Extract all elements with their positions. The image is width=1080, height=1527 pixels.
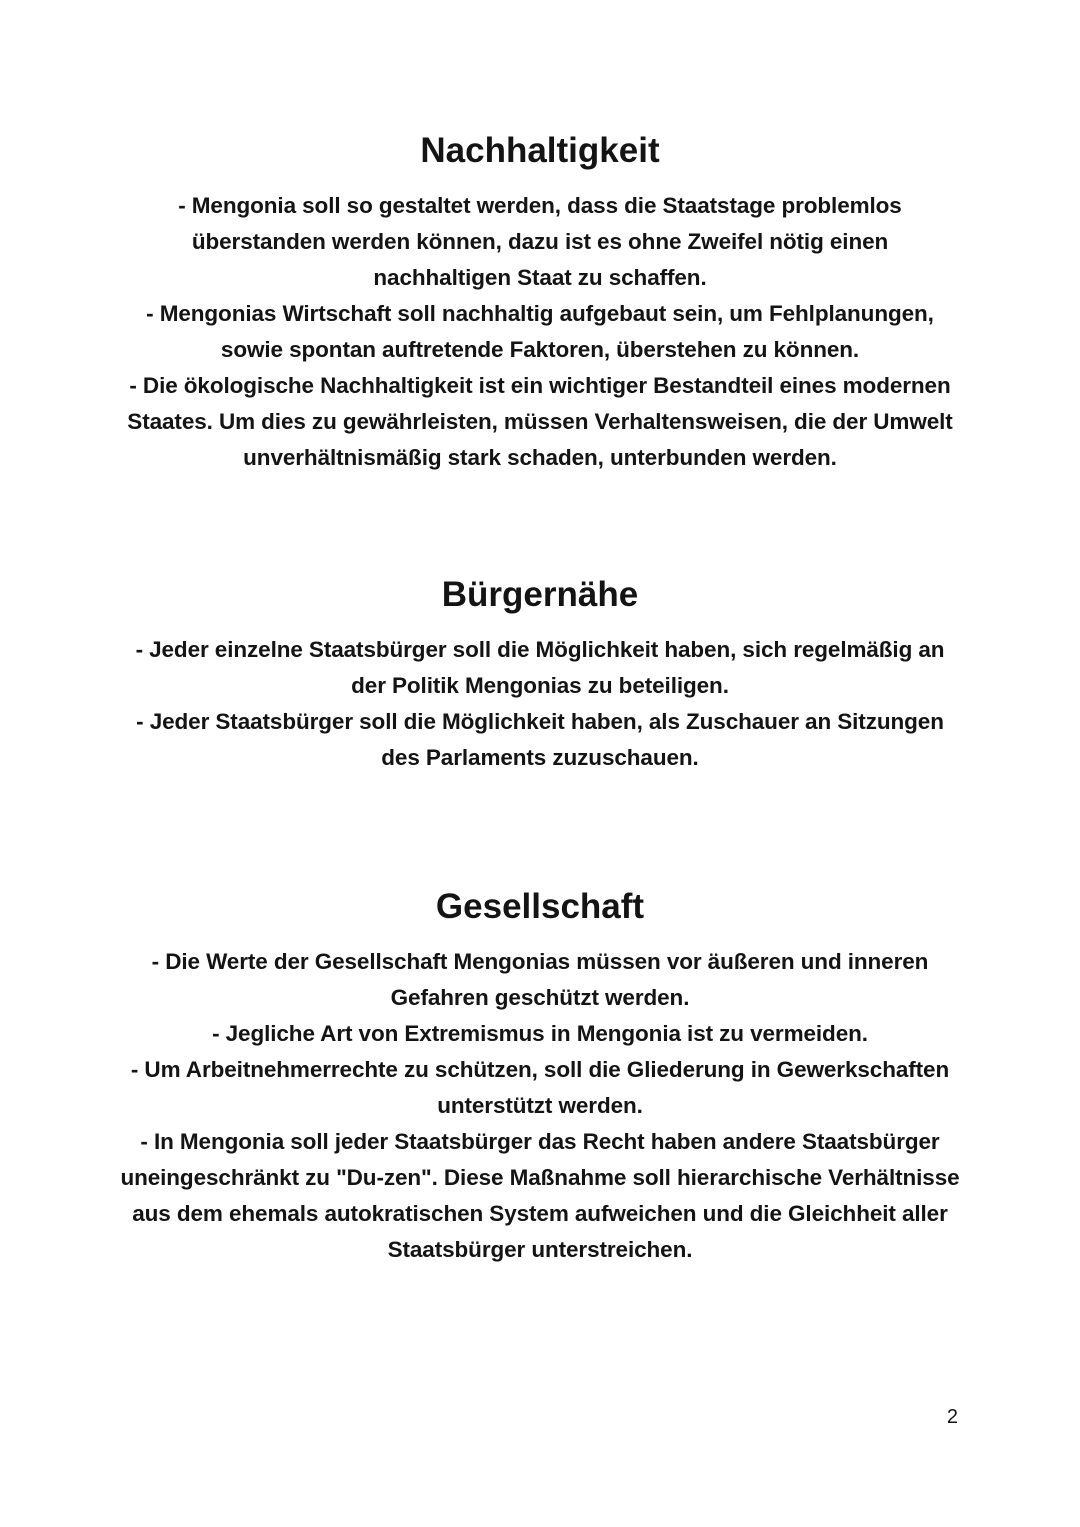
section-title: Nachhaltigkeit xyxy=(420,131,660,170)
paragraph: - Mengonias Wirtschaft soll nachhaltig aufgebaut sein, um Fehlplanungen, sowie spontan auftretende Faktoren, überstehen zu können. xyxy=(146,301,934,362)
section xyxy=(120,886,960,1268)
paragraph: - Mengonia soll so gestaltet werden, dass die Staatstage problemlos überstanden werden können, dazu ist es ohne Zweifel nötig einen nachhaltigen Staat zu schaffen. xyxy=(178,193,902,290)
section xyxy=(120,130,960,476)
paragraph: - Die Werte der Gesellschaft Mengonias müssen vor äußeren und inneren Gefahren geschützt werden. xyxy=(151,949,929,1010)
paragraph: - Um Arbeitnehmerrechte zu schützen, soll die Gliederung in Gewerkschaften unterstützt werden. xyxy=(130,1057,950,1118)
paragraph: - Jegliche Art von Extremismus in Mengonia ist zu vermeiden. xyxy=(212,1021,868,1046)
document-sections xyxy=(120,0,960,1268)
page-number: 2 xyxy=(946,1406,958,1428)
section-paragraphs xyxy=(120,632,960,776)
section xyxy=(120,574,960,776)
paragraph: - Die ökologische Nachhaltigkeit ist ein wichtiger Bestandteil eines modernen Staates. Um dies zu gewährleisten, müssen Verhaltensweisen, die der Umwelt unverhältnismäßig stark schaden, unterbunden werden. xyxy=(127,373,953,470)
paragraph: - In Mengonia soll jeder Staatsbürger das Recht haben andere Staatsbürger uneingeschränkt zu "Du-zen". Diese Maßnahme soll hierarchische Verhältnisse aus dem ehemals autokratischen System aufweichen und die Gleichheit aller Staatsbürger unterstreichen. xyxy=(120,1129,960,1262)
paragraph: - Jeder einzelne Staatsbürger soll die Möglichkeit haben, sich regelmäßig an der Politik Mengonias zu beteiligen. xyxy=(135,637,945,698)
section-paragraphs xyxy=(120,188,960,476)
paragraph: - Jeder Staatsbürger soll die Möglichkeit haben, als Zuschauer an Sitzungen des Parlaments zuzuschauen. xyxy=(136,709,944,770)
section-title: Gesellschaft xyxy=(435,887,645,926)
section-title: Bürgernähe xyxy=(441,575,639,614)
section-paragraphs xyxy=(120,944,960,1268)
